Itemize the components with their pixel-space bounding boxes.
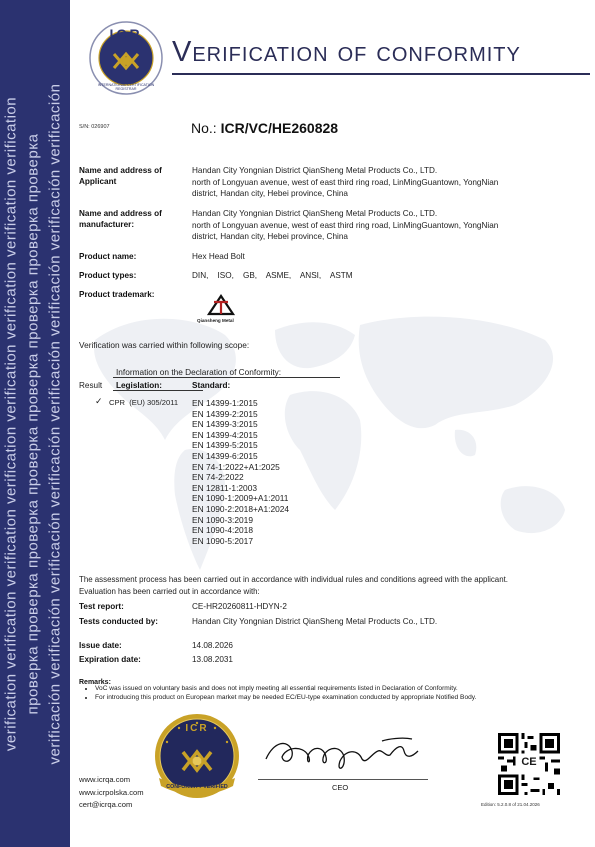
remarks-label: Remarks: (79, 679, 111, 686)
manufacturer-line: district, Handan city, Hebei province, China (192, 232, 348, 242)
title-underline (172, 73, 590, 75)
logo-ring-text: INTERNATIONAL CERTIFICATION REGISTRAR (97, 83, 155, 91)
certificate-number (191, 120, 338, 136)
website-link[interactable]: www.icrqa.com (79, 775, 131, 784)
declaration-heading-rule (113, 377, 340, 378)
standards-list (192, 398, 289, 546)
result-label: Result (79, 381, 103, 390)
side-band-text: verification verification verification verification verification verification verification verification (2, 96, 20, 751)
serial-number: S/N: 026907 (79, 124, 110, 130)
standard-item: EN 1090-5:2017 (192, 535, 253, 546)
standard-item: EN 14399-1:2015 (192, 398, 258, 408)
check-icon: ✓ (95, 396, 103, 406)
test-report-label: Test report: (79, 602, 124, 611)
standard-item: EN 14399-2:2015 (192, 408, 258, 419)
side-band-column (44, 0, 66, 847)
product-name-label: Product name: (79, 252, 137, 261)
legislation-rule (113, 390, 203, 391)
trademark-brand: Qiansheng Metal (197, 318, 234, 323)
signature-image (262, 735, 432, 775)
standard-item: EN 12811-1:2003 (192, 482, 258, 493)
product-trademark-label: Product trademark: (79, 290, 155, 299)
seal-top-text: ICR (185, 723, 209, 734)
issue-date-value: 14.08.2026 (192, 641, 233, 650)
side-band-text: проверка проверка проверка проверка проверка проверка проверка проверка (24, 133, 42, 714)
expiration-date-value: 13.08.2031 (192, 655, 233, 664)
trademark-logo-icon (206, 294, 236, 316)
assessment-line-1: The assessment process has been carried out in accordance with individual rules and conditions agreed with the applicant. (79, 575, 508, 584)
standard-item: EN 74-1:2022+A1:2025 (192, 461, 280, 472)
remarks-list (79, 685, 595, 703)
edition-text: Edition: 5.2.0.8 of 21.04.2026 (481, 802, 540, 807)
document-title: Verification of conformity (172, 36, 521, 68)
tests-conducted-label: Tests conducted by: (79, 617, 159, 626)
tests-conducted-value: Handan City Yongnian District QianSheng Metal Products Co., LTD. (192, 617, 438, 626)
remark-item: • For introducing this product on European market may be needed EC/EU-type examination conducted by appropriate Notified Body. (95, 694, 595, 703)
manufacturer-value (192, 208, 577, 243)
standard-item: EN 1090-1:2009+A1:2011 (192, 493, 289, 504)
assessment-line-2: Evaluation has been carried out in accordance with: (79, 587, 260, 596)
certificate-number-prefix: No.: (191, 120, 221, 136)
standard-item: EN 14399-5:2015 (192, 440, 258, 451)
standard-item: EN 14399-4:2015 (192, 429, 258, 440)
website-link[interactable]: www.icrpolska.com (79, 787, 144, 797)
manufacturer-label: Name and address of manufacturer: (79, 209, 162, 229)
standard-item: EN 74-2:2022 (192, 472, 244, 483)
standard-item: EN 1090-2:2018+A1:2024 (192, 503, 290, 514)
scope-text: Verification was carried within following scope: (79, 340, 250, 350)
legislation-value: CPR (EU) 305/2011 (109, 398, 179, 407)
test-report-value: CE-HR20260811-HDYN-2 (192, 602, 287, 611)
side-band (0, 0, 70, 847)
logo-text: ICR (109, 26, 143, 42)
manufacturer-line: north of Longyuan avenue, west of east third ring road, LinMingGuantown, YongNian (192, 220, 499, 230)
side-band-text: verificación verificación verificación verificación verificación verificación verificación verificación (46, 83, 64, 764)
expiration-date-label: Expiration date: (79, 655, 141, 664)
signature-line (258, 779, 428, 780)
contact-links (79, 774, 144, 812)
applicant-label: Name and address of Applicant (79, 166, 162, 186)
signatory-title: CEO (332, 783, 349, 792)
standard-item: EN 14399-6:2015 (192, 450, 258, 461)
applicant-line: north of Longyuan avenue, west of east third ring road, LinMingGuantown, YongNian (192, 177, 499, 187)
product-name-value: Hex Head Bolt (192, 252, 245, 261)
remark-item: • VoC was issued on voluntary basis and does not imply meeting all essential requirements listed in Declaration of Conformity. (95, 685, 595, 694)
product-types-value: DIN, ISO, GB, ASME, ANSI, ASTM (192, 271, 353, 280)
legislation-label: Legislation: (116, 381, 162, 390)
email-link[interactable]: cert@icrqa.com (79, 800, 133, 810)
seal-band-text: CONFORMITY VERIFIED (166, 784, 228, 790)
applicant-line: district, Handan city, Hebei province, China (192, 189, 348, 199)
manufacturer-line: Handan City Yongnian District QianSheng Metal Products Co., LTD. (192, 209, 438, 218)
ce-mark-icon: CE (521, 756, 537, 768)
side-band-column (22, 0, 44, 847)
applicant-line: Handan City Yongnian District QianSheng Metal Products Co., LTD. (192, 166, 438, 175)
standard-item: EN 1090-4:2018 (192, 525, 253, 536)
issue-date-label: Issue date: (79, 641, 122, 650)
standard-item: EN 1090-3:2019 (192, 514, 253, 525)
product-types-label: Product types: (79, 271, 137, 280)
certificate-number-value: ICR/VC/HE260828 (220, 120, 339, 136)
declaration-heading: Information on the Declaration of Conformity: (116, 367, 282, 377)
applicant-value (192, 165, 577, 200)
side-band-column (0, 0, 22, 847)
standard-label: Standard: (192, 381, 231, 390)
standard-item: EN 14399-3:2015 (192, 419, 258, 430)
